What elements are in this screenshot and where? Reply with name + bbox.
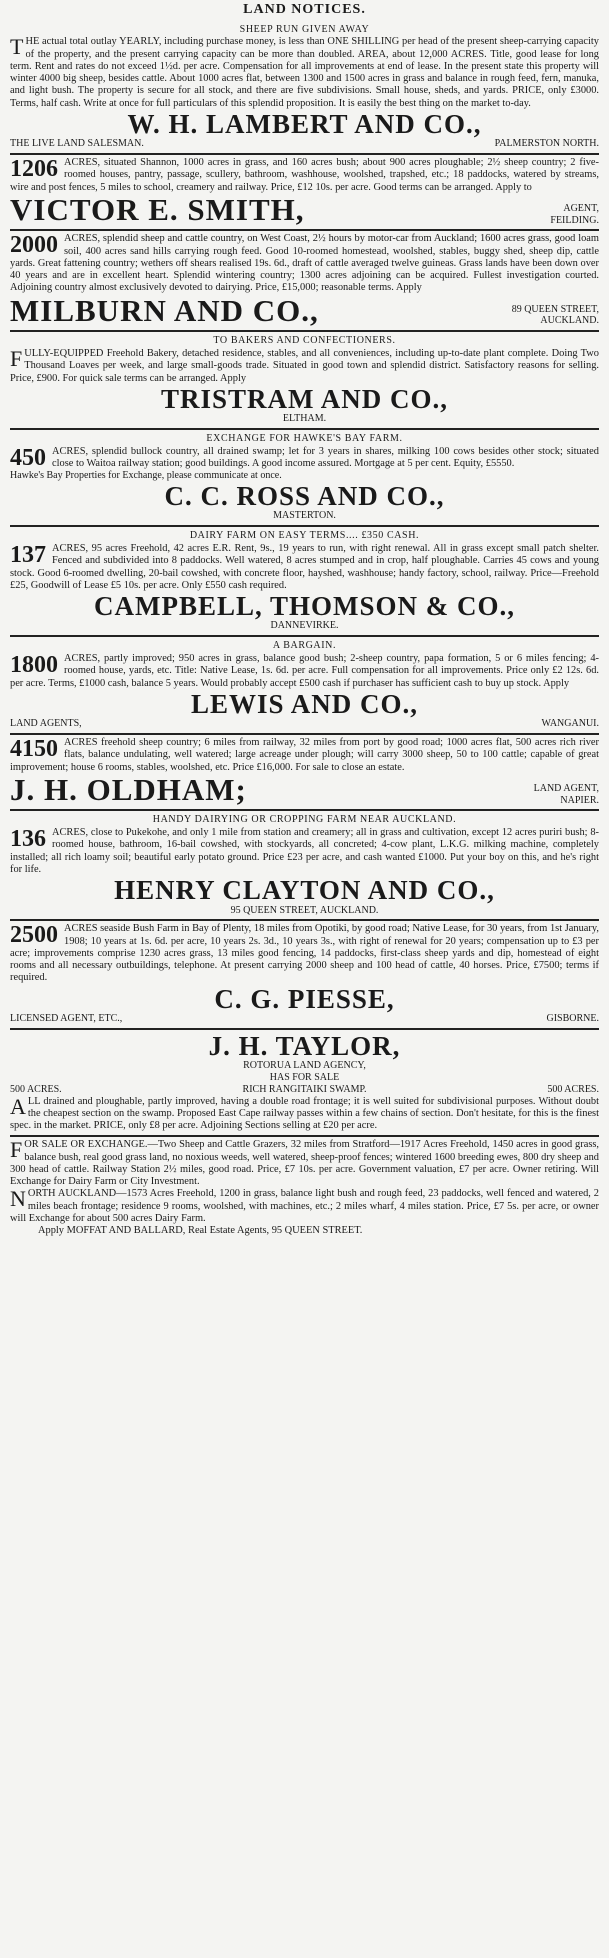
acreage-number: 450 — [10, 444, 46, 471]
agent-place: MASTERTON. — [273, 510, 336, 522]
ad-bay-of-plenty — [10, 921, 599, 1029]
ad-body: 2000 ACRES, splendid sheep and cattle country, on West Coast, 2½ hours by motor-car from Auckland; 1600 acres grass, good loam soil, 400 acres sand hills carrying rough feed. Good 10-roomed homestead, woolshed, stables, buggy shed, sheep dip, cattle yards. Great fattening country; wethers off shears realised 19s. 6d., draft of cattle averaged twelve guineas. Grass lands have been down over 40 years and are in excellent heart. Splendid wintering country; 1300 acres adjoining can be acquired. Fullest investigation courted. Adjoining country almost exclusively devoted to dairying. Price, £15,000; reasonable terms. Apply — [10, 232, 599, 294]
ad-taylor — [10, 1030, 599, 1138]
agent-name: J. H. TAYLOR, — [208, 1030, 401, 1061]
ad-bargain — [10, 637, 599, 735]
ad-body: FOR SALE OR EXCHANGE.—Two Sheep and Cattle Grazers, 32 miles from Stratford—1917 Acres Freehold, 1450 acres in good grass, balance bush, real good grass land, no noxious weeds, well watered, sheep-proof fences; wintered 1600 breeding ewes, 800 dry sheep and 300 head of cattle. Railway Station 2½ miles, good road. Price, £7 10s. per acre. Government valuation, £7 per acre. Owner retiring. Will Exchange for Dairy Farm or City Investment. — [10, 1137, 599, 1188]
ad-heading: A BARGAIN. — [272, 640, 337, 652]
ad-sheep-run — [10, 21, 599, 156]
acreage-left: 500 ACRES. — [10, 1083, 62, 1095]
acreage-number: 137 — [10, 542, 46, 569]
ad-oldham — [10, 735, 599, 811]
ad-shannon — [10, 155, 599, 231]
ad-body: 4150 ACRES freehold sheep country; 6 miles from railway, 32 miles from port by good road; 1000 acres flat, 500 acres rich river flats, balance undulating, well watered; large acreage under plough; will carry 3000 sheep, 50 to 100 cattle; capable of great improvement; house 6 rooms, stables, woolshed, etc. Price £16,000. For sale to close an estate. — [10, 736, 599, 773]
agent-name: HENRY CLAYTON AND CO., — [114, 875, 495, 906]
acreage-number: 4150 — [10, 736, 58, 762]
agent-place: NAPIER. — [560, 794, 599, 806]
agent-role: AGENT, — [563, 202, 599, 214]
ad-body: NORTH AUCKLAND—1573 Acres Freehold, 1200 in grass, balance light bush and rough feed, 23 paddocks, well fenced and watered, 2 miles beach frontage; residence 9 rooms, woolshed, with machines, etc.; 2 miles wharf, 4 miles station. Price, £7 5s. per acre, or owner will Exchange for about 500 acres Dairy Farm. — [10, 1186, 599, 1224]
ad-body: 2500 ACRES seaside Bush Farm in Bay of Plenty, 18 miles from Opotiki, by good road; Native Lease, for 30 years, from 1st January, 1908; 10 years at 1s. 6d. per acre, 10 years 2s. 3d., 10 years 3s., with right of renewal for 20 years; compensation up to £3 per acre; improvements comprise 1230 acres grass, 13 miles good fencing, 14 paddocks, first-class sheep yards and dip, homestead of eight rooms and all necessary outbuildings, telephone. At present carrying 2000 sheep and 100 head of cattle, 40 horses. Price, £7500; terms if required. — [10, 922, 599, 984]
agent-role: LAND AGENTS, — [10, 718, 82, 730]
agent-tagline: THE LIVE LAND SALESMAN. — [10, 138, 144, 150]
agent-place: GISBORNE. — [546, 1013, 599, 1025]
ad-dairy-farm — [10, 527, 599, 637]
ad-heading: HANDY DAIRYING OR CROPPING FARM NEAR AUCKLAND. — [152, 814, 457, 826]
ad-body: ALL drained and ploughable, partly improved, having a double road frontage; it is well suited for subdivisional purposes. Without doubt the cheapest section on the swamp. Proposed East Cape railway passes within a few chains of section. Don't hesitate, for this is the finest spec. in the market. PRICE, only £8 per acre. Adjoining Sections selling at £20 per acre. — [10, 1093, 599, 1132]
agent-line: HAS FOR SALE — [269, 1071, 340, 1083]
ad-heading: EXCHANGE FOR HAWKE'S BAY FARM. — [206, 433, 403, 444]
ad-note: Hawke's Bay Properties for Exchange, please communicate at once. — [10, 470, 282, 482]
agent-place: PALMERSTON NORTH. — [494, 138, 599, 150]
drop-cap: F — [10, 1137, 23, 1163]
ad-heading: RICH RANGITAIKI SWAMP. — [242, 1083, 367, 1095]
acreage-number: 2500 — [10, 922, 58, 949]
agent-name: MILBURN AND CO., — [10, 292, 319, 328]
acreage-right: 500 ACRES. — [547, 1083, 599, 1095]
acreage-number: 136 — [10, 826, 46, 853]
agent-place: WANGANUI. — [541, 718, 599, 730]
drop-cap: A — [10, 1093, 26, 1119]
agent-name: C. C. ROSS AND CO., — [164, 481, 445, 512]
ad-body: FULLY-EQUIPPED Freehold Bakery, detached residence, stables, and all conveniences, including up-to-date plant complete. Doing Two Thousand Loaves per week, and large small-goods trade. Situated in good town and splendid district. Satisfactory reasons for selling. Price, £900. For quick sale terms can be arranged. Apply — [10, 346, 599, 384]
agent-name: J. H. OLDHAM; — [10, 771, 247, 807]
ad-auckland-dairy — [10, 811, 599, 921]
ad-heading: SHEEP RUN GIVEN AWAY — [239, 23, 370, 35]
acreage-number: 1206 — [10, 156, 58, 183]
ad-body: THE actual total outlay YEARLY, including purchase money, is less than ONE SHILLING per head of the present sheep-carrying capacity of the property, and the present carrying capacity can be more than doubled. AREA, about 12,000 ACRES. Title, good lease for long term. Rent and rates do not exceed 1½d. per acre. Compensation for all improvements at end of lease. In the present state this property will winter 4000 big sheep, besides cattle. About 1000 acres flat, between 1300 and 1500 acres in grass and balance in rough feed, fern, manuka, and light bush. The property is secure for all stock, and there are five subdivisions. Small house, sheds, and yards. PRICE, only £3000. Terms, half cash. Write at once for full particulars of this splendid proposition. It is easily the best thing on the market to-day. — [10, 34, 599, 109]
ad-heading: TO BAKERS AND CONFECTIONERS. — [213, 335, 396, 347]
agent-name: VICTOR E. SMITH, — [10, 191, 305, 227]
agent-place: AUCKLAND. — [540, 315, 599, 327]
agent-address: 89 QUEEN STREET, — [511, 303, 599, 315]
agent-role: LICENSED AGENT, ETC., — [10, 1013, 123, 1025]
agent-place: ELTHAM. — [282, 413, 327, 425]
ad-hawkes-bay — [10, 430, 599, 527]
ad-west-coast — [10, 231, 599, 332]
agent-address: 95 QUEEN STREET, AUCKLAND. — [230, 904, 379, 916]
agent-name: TRISTRAM AND CO., — [160, 383, 449, 414]
agent-line: ROTORUA LAND AGENCY, — [243, 1060, 366, 1072]
drop-cap: F — [10, 346, 23, 372]
ad-body: 137 ACRES, 95 acres Freehold, 42 acres E.R. Rent, 9s., 19 years to run, with right renewal. All in grass except small patch shelter. Fenced and subdivided into 8 paddocks. Well watered, 8 acres stumped and in crop, half ploughable. Carries 45 cows and young stock. Good 6-roomed dwelling, 20-bail cowshed, with concrete floor, hayshed, washhouse; handy factory, school, railway. Price—Freehold £25, Goodwill of Lease £5 10s. per acre. Only £550 cash required. — [10, 542, 599, 591]
ad-apply: Apply MOFFAT AND BALLARD, Real Estate Agents, 95 QUEEN STREET. — [38, 1225, 363, 1237]
ad-body: 450 ACRES, splendid bullock country, all drained swamp; let for 3 years in shares, milking 100 cows besides other stock; situated close to Waitoa railway station; good buildings. A good income assured. Mortgage at 5 per cent. Equity, £5550. — [10, 444, 599, 471]
section-masthead: LAND NOTICES. — [243, 2, 366, 17]
ad-body: 1206 ACRES, situated Shannon, 1000 acres in grass, and 160 acres bush; about 900 acres ploughable; 2½ sheep country; 2 five-roomed houses, pantry, passage, scullery, bathroom, washhouse, woolshed, trapshed, etc.; 18 paddocks, watered by streams, wire and post fences, 5 miles to school, creamery and railway. Price, £12 10s. per acre. Good terms can be arranged. Apply to — [10, 156, 599, 193]
agent-name: LEWIS AND CO., — [190, 688, 419, 719]
ad-moffat — [10, 1137, 599, 1240]
acreage-number: 1800 — [10, 652, 58, 679]
ad-heading: DAIRY FARM ON EASY TERMS.... £350 CASH. — [189, 530, 420, 542]
agent-name: CAMPBELL, THOMSON & CO., — [93, 591, 516, 622]
drop-cap: T — [10, 34, 24, 60]
agent-name: W. H. LAMBERT AND CO., — [127, 108, 482, 139]
drop-cap: N — [10, 1186, 26, 1212]
agent-place: FEILDING. — [550, 214, 599, 226]
ad-body: 1800 ACRES, partly improved; 950 acres in grass, balance good bush; 2-sheep country, papa formation, 5 or 6 miles fencing; 4-roomed house, yards, etc. Title: Native Lease, 1s. 6d. per acre. Full compensation for all improvements. Price only £2 12s. 6d. per acre. Terms, £1000 cash, balance 5 years. Would probably accept £500 cash if purchaser has sufficient cash to buy up stock. Apply — [10, 652, 599, 689]
agent-name: C. G. PIESSE, — [214, 983, 395, 1014]
ad-bakery — [10, 332, 599, 430]
acreage-number: 2000 — [10, 232, 58, 259]
agent-place: DANNEVIRKE. — [270, 620, 339, 632]
ad-body: 136 ACRES, close to Pukekohe, and only 1 mile from station and creamery; all in grass and cultivation, except 12 acres puriri bush; 8-roomed house, bathroom, 16-bail cowshed, with stockyards, all concreted; 4-cow plant, L.K.G. milking machine, completely installed; all rich loamy soil; beautiful early potato ground. Price £23 per acre, and cash wanted £1000. Put your boy on this, and he's right for life. — [10, 826, 599, 875]
agent-role: LAND AGENT, — [533, 782, 599, 794]
